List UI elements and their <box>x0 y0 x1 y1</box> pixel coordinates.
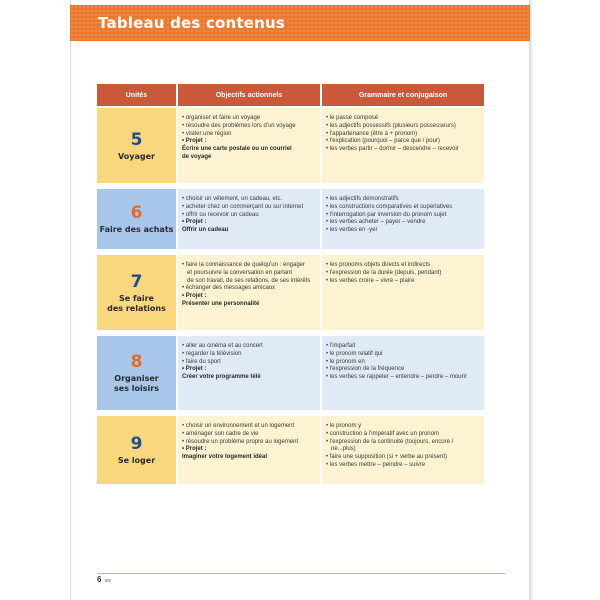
objective-item: • choisir un vêtement, un cadeau, etc. <box>182 196 283 202</box>
unit-name-line-1: Se faire <box>119 293 154 303</box>
table-row-unit-6 <box>97 189 484 249</box>
table-row-unit-8 <box>97 336 484 410</box>
project-label: • Projet : <box>182 219 207 226</box>
project-title: Créer votre programme télé <box>182 374 261 381</box>
grammar-item: • les pronoms objets directs et indirects <box>326 262 431 268</box>
grammar-item: • les verbes partir – dormir – descendre – recevoir <box>326 146 459 153</box>
objective-item: • visiter une région <box>182 130 232 137</box>
grammar-item: • l'expression de la durée (depuis, pendant) <box>326 269 442 276</box>
grammar-cell <box>322 108 484 183</box>
page-title: Tableau des contenus <box>98 14 286 32</box>
grammar-cell <box>322 189 484 249</box>
footer-divider <box>97 573 505 574</box>
project-title: Offrir un cadeau <box>182 227 229 234</box>
objective-item: • résoudre un problème propre au logement <box>182 438 299 445</box>
unit-number: 9 <box>130 434 143 454</box>
table-row-unit-9 <box>97 416 484 484</box>
grammar-item: • les verbes se rappeler – entendre – perdre – mourir <box>326 374 467 381</box>
project-title: Écrire une carte postale ou un courriel <box>182 146 292 153</box>
grammar-item: • l'expression de la fréquence <box>326 366 405 373</box>
unit-name: Voyager <box>118 151 155 161</box>
grammar-item: ne...plus) <box>331 446 356 453</box>
unit-name: Se loger <box>117 456 156 465</box>
unit-name-line-1: Organiser <box>114 374 159 383</box>
objective-item: • aménager son cadre de vie <box>182 430 259 437</box>
project-label: • Projet : <box>182 293 207 300</box>
unit-cell <box>97 336 176 410</box>
grammar-item: • le pronom en <box>326 358 365 365</box>
unit-number: 6 <box>130 203 143 223</box>
grammar-cell <box>322 255 484 330</box>
project-label: • Projet : <box>182 446 207 453</box>
unit-cell <box>97 255 176 330</box>
objective-item: • résoudre des problèmes lors d'un voyage <box>182 122 296 129</box>
header-objectives: Objectifs actionnels <box>178 84 320 106</box>
table-header-row <box>97 84 484 106</box>
grammar-item: • l'interrogation par inversion du pronom sujet <box>326 211 447 218</box>
unit-cell <box>97 189 176 249</box>
grammar-item: • l'explication (pourquoi – parce que / pour) <box>326 138 440 145</box>
grammar-cell <box>322 416 484 484</box>
unit-name-line-2: ses loisirs <box>114 384 159 393</box>
unit-cell <box>97 416 176 484</box>
unit-name-line-2: des relations <box>107 303 166 313</box>
unit-cell <box>97 108 176 183</box>
objective-item: • échanger des messages amicaux <box>182 285 276 292</box>
unit-name: Faire des achats <box>99 225 174 234</box>
grammar-item: • le pronom y <box>326 423 362 429</box>
table-row-unit-5 <box>97 108 484 183</box>
objective-item: • choisir un environnement et un logement <box>182 423 295 429</box>
project-title: de voyage <box>182 153 212 160</box>
objective-item: • aller au cinéma et au concert <box>182 343 263 349</box>
grammar-item: • les adjectifs possessifs (plusieurs possesseurs) <box>326 122 456 129</box>
grammar-cell <box>322 336 484 410</box>
objective-item: • faire du sport <box>182 358 221 365</box>
page-number: 6 <box>97 575 102 584</box>
grammar-item: • les verbes en -yer <box>326 227 378 234</box>
objectives-cell <box>178 255 320 330</box>
grammar-item: • les verbes mettre – peindre – suivre <box>326 461 426 468</box>
header-units: Unités <box>97 84 176 106</box>
grammar-item: • construction à l'impératif avec un pronom <box>326 430 439 437</box>
project-title: Présenter une personnalité <box>182 300 260 307</box>
project-label: • Projet : <box>182 366 207 373</box>
page-number-word: six <box>104 578 112 584</box>
objective-item: • organiser et faire un voyage <box>182 115 261 121</box>
grammar-item: • l'imparfait <box>326 343 356 349</box>
grammar-item: • les verbes acheter – payer – vendre <box>326 219 426 226</box>
grammar-item: • le pronom relatif qui <box>326 350 383 357</box>
grammar-item: • faire une supposition (si + verbe au présent) <box>326 454 448 461</box>
grammar-item: • l'expression de la continuité (toujours, encore / <box>326 438 454 445</box>
grammar-item: • le passé composé <box>326 115 379 121</box>
objectives-cell <box>178 416 320 484</box>
grammar-item: • les verbes croire – vivre – plaire <box>326 277 415 284</box>
table-row-unit-7 <box>97 255 484 330</box>
grammar-item: • les constructions comparatives et superlatives <box>326 203 453 210</box>
header-grammar: Grammaire et conjugaison <box>322 84 484 106</box>
unit-number: 8 <box>130 352 143 372</box>
objectives-cell <box>178 108 320 183</box>
project-label: • Projet : <box>182 138 207 145</box>
project-title: Imaginer votre logement idéal <box>182 454 268 461</box>
grammar-item: • l'appartenance (être à + pronom) <box>326 130 418 137</box>
page-footer <box>97 575 111 584</box>
objectives-cell <box>178 336 320 410</box>
grammar-item: • les adjectifs démonstratifs <box>326 196 399 202</box>
objective-item: et poursuivre la conversation en parlant <box>187 269 293 276</box>
contents-table <box>97 84 484 468</box>
objective-item: • regarder la télévision <box>182 350 242 357</box>
objective-item: de son travail, de ses relations, de ses intérêts <box>187 277 311 284</box>
objective-item: • faire la connaissance de quelqu'un : engager <box>182 262 305 268</box>
unit-number: 7 <box>130 271 143 292</box>
unit-number: 5 <box>130 129 143 150</box>
objective-item: • acheter chez un commerçant ou sur internet <box>182 203 304 210</box>
title-band <box>70 5 530 41</box>
objectives-cell <box>178 189 320 249</box>
objective-item: • offrir ou recevoir un cadeau <box>182 211 259 218</box>
